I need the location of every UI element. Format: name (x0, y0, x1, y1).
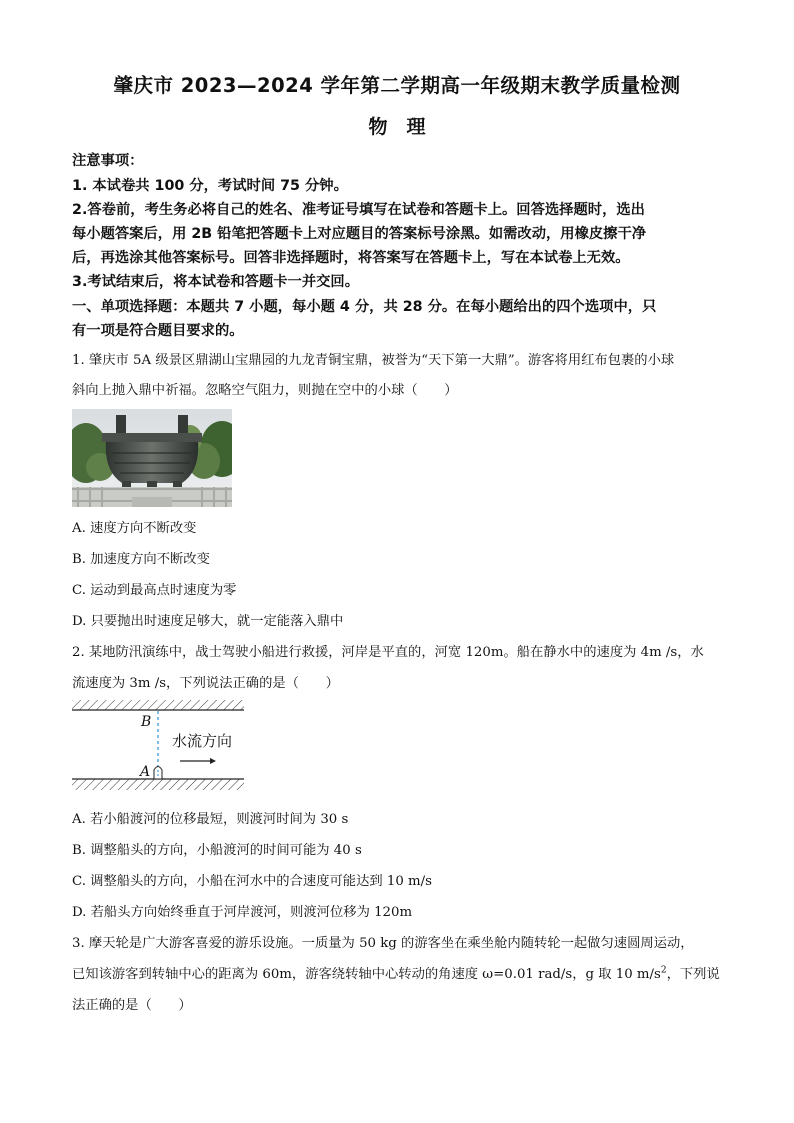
q3-stem-line-1: 3. 摩天轮是广大游客喜爱的游乐设施。一质量为 50 kg 的游客坐在乘坐舱内随转轮一起做匀速圆周运动， (72, 936, 694, 951)
subject-title: 物 理 (368, 116, 426, 138)
q3-stem-line-2 (72, 963, 727, 982)
note-line-5: 3.考试结束后，将本试卷和答题卡一并交回。 (72, 274, 360, 290)
notes-heading: 注意事项： (72, 153, 144, 169)
point-a-label: A (140, 764, 151, 780)
q2-stem-line-1: 2. 某地防汛演练中，战士驾驶小船进行救援，河岸是平直的，河宽 120m。船在静水中的速度为 4m /s，水 (72, 645, 704, 660)
q1-option-b: B. 加速度方向不断改变 (72, 552, 210, 567)
q1-option-a: A. 速度方向不断改变 (72, 521, 197, 536)
water-flow-label: 水流方向 (172, 732, 233, 750)
note-line-2: 2.答卷前，考生务必将自己的姓名、准考证号填写在试卷和答题卡上。回答选择题时，选出 (72, 202, 645, 218)
q1-stem-line-1: 1. 肇庆市 5A 级景区鼎湖山宝鼎园的九龙青铜宝鼎，被誉为“天下第一大鼎”。游客将用红布包裹的小球 (72, 353, 675, 368)
q2-option-d: D. 若船头方向始终垂直于河岸渡河，则渡河位移为 120m (72, 905, 413, 920)
point-b-label: B (141, 714, 152, 730)
section-heading-line-1: 一、单项选择题：本题共 7 小题，每小题 4 分，共 28 分。在每小题给出的四个选项中，只 (72, 299, 657, 315)
section-heading-line-2: 有一项是符合题目要求的。 (72, 323, 244, 339)
q3-stem-line-2-tail: ，下列说 (666, 967, 720, 982)
note-line-4: 后，再选涂其他答案标号。回答非选择题时，将答案写在答题卡上，写在本试卷上无效。 (72, 250, 630, 266)
q2-option-c: C. 调整船头的方向，小船在河水中的合速度可能达到 10 m/s (72, 874, 432, 889)
note-line-3: 每小题答案后，用 2B 铅笔把答题卡上对应题目的答案标号涂黑。如需改动，用橡皮擦干净 (72, 226, 647, 242)
q1-stem-line-2: 斜向上抛入鼎中祈福。忽略空气阻力，则抛在空中的小球（ ） (72, 383, 458, 398)
river-diagram (72, 700, 244, 794)
q1-option-d: D. 只要抛出时速度足够大，就一定能落入鼎中 (72, 614, 344, 629)
q2-option-a: A. 若小船渡河的位移最短，则渡河时间为 30 s (72, 812, 349, 827)
q3-stem-line-3: 法正确的是（ ） (72, 998, 192, 1013)
q3-exponent: 2 (660, 965, 667, 976)
q3-stem-line-2-main: 已知该游客到转轴中心的距离为 60m，游客绕转轴中心转动的角速度 ω=0.01 rad/s，g 取 10 m/s (72, 967, 661, 982)
q1-option-c: C. 运动到最高点时速度为零 (72, 583, 237, 598)
bronze-ding-photo (72, 409, 232, 507)
q2-option-b: B. 调整船头的方向，小船渡河的时间可能为 40 s (72, 843, 362, 858)
note-line-1: 1. 本试卷共 100 分，考试时间 75 分钟。 (72, 178, 348, 194)
exam-title: 肇庆市 2023—2024 学年第二学期高一年级期末教学质量检测 (113, 74, 681, 97)
q2-stem-line-2: 流速度为 3m /s，下列说法正确的是（ ） (72, 676, 339, 691)
